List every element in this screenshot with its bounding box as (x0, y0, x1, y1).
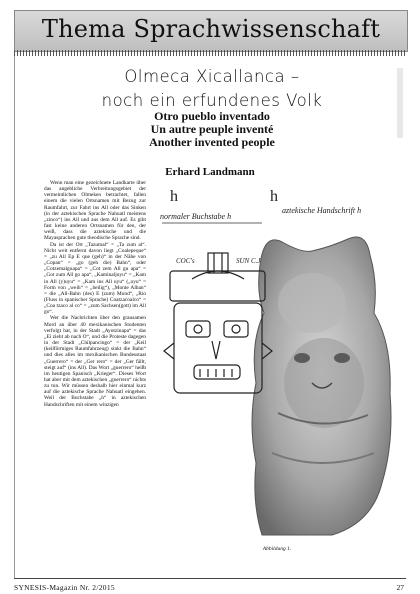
subtitle-english: Another invented people (149, 135, 275, 149)
footer-divider (14, 578, 406, 579)
label-aztec-letter: aztekische Handschrift h (282, 206, 362, 215)
article-title-line1: Olmeca Xicallanca – (124, 67, 300, 86)
label-normal-letter: normaler Buchstabe h (160, 212, 232, 221)
label-letter-left: h (170, 188, 178, 205)
article-body (44, 180, 146, 408)
margin-tab (397, 68, 403, 138)
page-number: 27 (396, 583, 404, 592)
figure-caption: Abbildung 1. (262, 546, 292, 552)
subtitle-french: Un autre peuple inventé (150, 122, 274, 136)
subtitle-spanish: Otro pueblo inventado (154, 109, 270, 123)
figure-illustration (152, 183, 402, 538)
article-title-block (52, 62, 372, 162)
section-title: Thema Sprachwissenschaft (41, 15, 381, 43)
body-paragraph: Da ist der Ort „Tazumal“ = „Ta zum al“. Nicht weit entfernt davon liegt „Coalepeque“ = „zu All Ep E que (geh)“ in der Nähe von „Copan“ = „go (geh die) Bahn“, oder „Cotzemalguapa“ = „Cot zem All gu apa“ = „Got zum All go apa“, „Kaminaljuyu“ = „Kam in All (y)uyu“ = „Kam ins All uyu“ („uyu“ = Form von „weih“ = „heilig“), „Monte Alban“ = die „All-Bahn (des) E (zum) Mond“, „Rio (Fluss in spanischer Sprache) Coatzacoalco“ = „Coa tzaco al co“ = „zum Sachsen(gott) im All go“. (44, 241, 146, 316)
label-cocs: COC's (176, 257, 195, 265)
section-header (14, 10, 408, 52)
label-letter-right: h (270, 188, 278, 205)
body-paragraph: Wenn man eine gezeichnete Landkarte über das angebliche Verbreitungsgebiet der vermeintlichen Olmeken betrachtet, fallen einem die vielen Ortsnamen mit Bezug zur Raumfahrt, zur Fahrt ins All oder das Sinken (in der aztekischen Sprache Nahuatl meistens „zinco“) ins All und aus dem All auf. Es gibt fast keine anderen Ortsnamen für den, der weiß, dass die aztekische und die Mayasprachen gute theodische Sprache sind. (44, 180, 146, 242)
magazine-issue: SYNESIS-Magazin Nr. 2/2015 (14, 583, 115, 592)
body-paragraph: Wer die Nachrichten über den grausamen Mord an über 40 mexikanischen Studenten verfolgt hat, in der Stadt „Ayotzinapa“ = das „Ei zieht ab nach O“, und die Proteste dagegen in der Stadt „Chilpancingo“ = der „Keil (keilförmiges Raumfahrzeug) sinkt die Bahn“ und dies alles im mexikanischen Bundesstaat „Guerrero“ = der „Ger rero“ = der „Ger fällt, steigt auf“ (ins All). Das Wort „guerrero“ heißt im heutigen Spanisch „Krieger“. Dieses Wort hat aber mit dem aztekischen „guerrero“ nichts zu tun. Wir müssen deshalb hier einmal kurz auf die aztekische Sprache Nahuatl eingehen. Weil der Buchstabe „h“ in aztekischen Handschriften mit einem winzigen (44, 315, 146, 408)
article-title-line2: noch ein erfundenes Volk (101, 91, 323, 110)
label-sun: SUN C.J (236, 257, 261, 265)
statue-photo (252, 237, 391, 535)
author-name: Erhard Landmann (165, 166, 255, 178)
